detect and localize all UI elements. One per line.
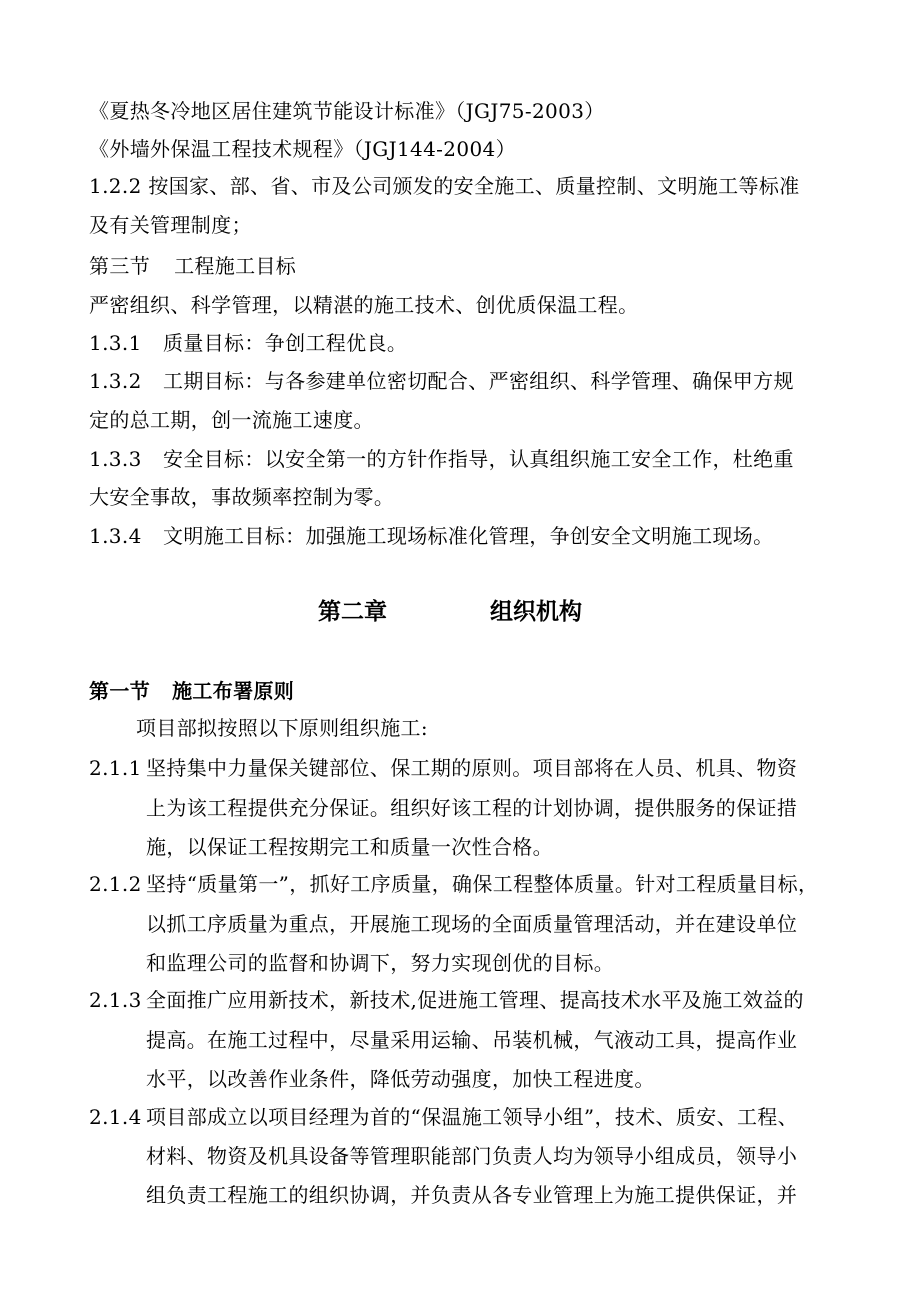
standard-line-2: 《外墙外保温工程技术规程》（JGJ144-2004）	[89, 137, 516, 161]
item-2-1-1-line-2: 上为该工程提供充分保证。组织好该工程的计划协调，提供服务的保证措	[146, 796, 798, 820]
item-1-3-2	[89, 371, 794, 391]
item-text: 文明施工目标：加强施工现场标准化管理，争创安全文明施工现场。	[163, 524, 774, 548]
item-text: 安全目标：以安全第一的方针作指导，认真组织施工安全工作，杜绝重	[163, 447, 794, 471]
item-2-1-4	[89, 1107, 798, 1127]
section-3-heading-number: 第三节	[89, 254, 151, 278]
item-number: 2.1.3	[89, 988, 142, 1012]
paragraph-1-2-2-line-1: 1.2.2 按国家、部、省、市及公司颁发的安全施工、质量控制、文明施工等标准	[89, 174, 800, 198]
item-2-1-1-line-3: 施，以保证工程按期完工和质量一次性合格。	[146, 835, 553, 859]
section-1-heading-number: 第一节	[89, 679, 151, 703]
item-number: 1.3.4	[89, 524, 142, 548]
item-text: 全面推广应用新技术，新技术,促进施工管理、提高技术水平及施工效益的	[146, 988, 804, 1012]
item-1-3-3-continued: 大安全事故，事故频率控制为零。	[89, 485, 395, 509]
item-2-1-4-line-2: 材料、物资及机具设备等管理职能部门负责人均为领导小组成员，领导小	[146, 1144, 798, 1168]
item-2-1-2-line-2: 以抓工序质量为重点，开展施工现场的全面质量管理活动，并在建设单位	[146, 912, 798, 936]
item-text: 坚持“质量第一”，抓好工序质量，确保工程整体质量。针对工程质量目标，	[146, 872, 819, 896]
item-2-1-3-line-3: 水平，以改善作业条件，降低劳动强度，加快工程进度。	[146, 1067, 655, 1091]
item-number: 1.3.3	[89, 447, 142, 471]
item-text: 质量目标：争创工程优良。	[163, 331, 408, 355]
item-2-1-3-line-2: 提高。在施工过程中，尽量采用运输、吊装机械，气液动工具，提高作业	[146, 1028, 798, 1052]
chapter-2-label: 第二章	[318, 598, 387, 625]
item-1-3-4	[89, 526, 774, 546]
item-2-1-4-line-3: 组负责工程施工的组织协调，并负责从各专业管理上为施工提供保证，并	[146, 1183, 798, 1207]
item-1-3-1	[89, 333, 407, 353]
section-1-heading-title: 施工布署原则	[172, 679, 295, 703]
item-number: 2.1.1	[89, 756, 142, 780]
item-number: 2.1.2	[89, 872, 142, 896]
section-1-intro: 项目部拟按照以下原则组织施工:	[136, 716, 428, 740]
item-text: 项目部成立以项目经理为首的“保温施工领导小组”，技术、质安、工程、	[146, 1105, 798, 1129]
item-2-1-2	[89, 874, 818, 894]
item-2-1-3	[89, 990, 804, 1010]
standard-line-1: 《夏热冬冷地区居住建筑节能设计标准》（JGJ75-2003）	[89, 99, 605, 123]
section-3-heading	[89, 256, 296, 276]
item-number: 2.1.4	[89, 1105, 142, 1129]
paragraph-1-2-2-line-2: 及有关管理制度；	[89, 213, 252, 237]
section-1-heading	[89, 681, 294, 701]
chapter-2-title: 组织机构	[490, 598, 582, 625]
item-number: 1.3.1	[89, 331, 142, 355]
item-2-1-1	[89, 758, 797, 778]
item-text: 工期目标：与各参建单位密切配合、严密组织、科学管理、确保甲方规	[163, 369, 794, 393]
item-1-3-2-continued: 定的总工期，创一流施工速度。	[89, 408, 374, 432]
item-number: 1.3.2	[89, 369, 142, 393]
item-1-3-3	[89, 449, 794, 469]
item-text: 坚持集中力量保关键部位、保工期的原则。项目部将在人员、机具、物资	[146, 756, 798, 780]
section-3-intro: 严密组织、科学管理，以精湛的施工技术、创优质保温工程。	[89, 293, 639, 317]
section-3-heading-title: 工程施工目标	[174, 254, 297, 278]
item-2-1-2-line-3: 和监理公司的监督和协调下，努力实现创优的目标。	[146, 951, 615, 975]
